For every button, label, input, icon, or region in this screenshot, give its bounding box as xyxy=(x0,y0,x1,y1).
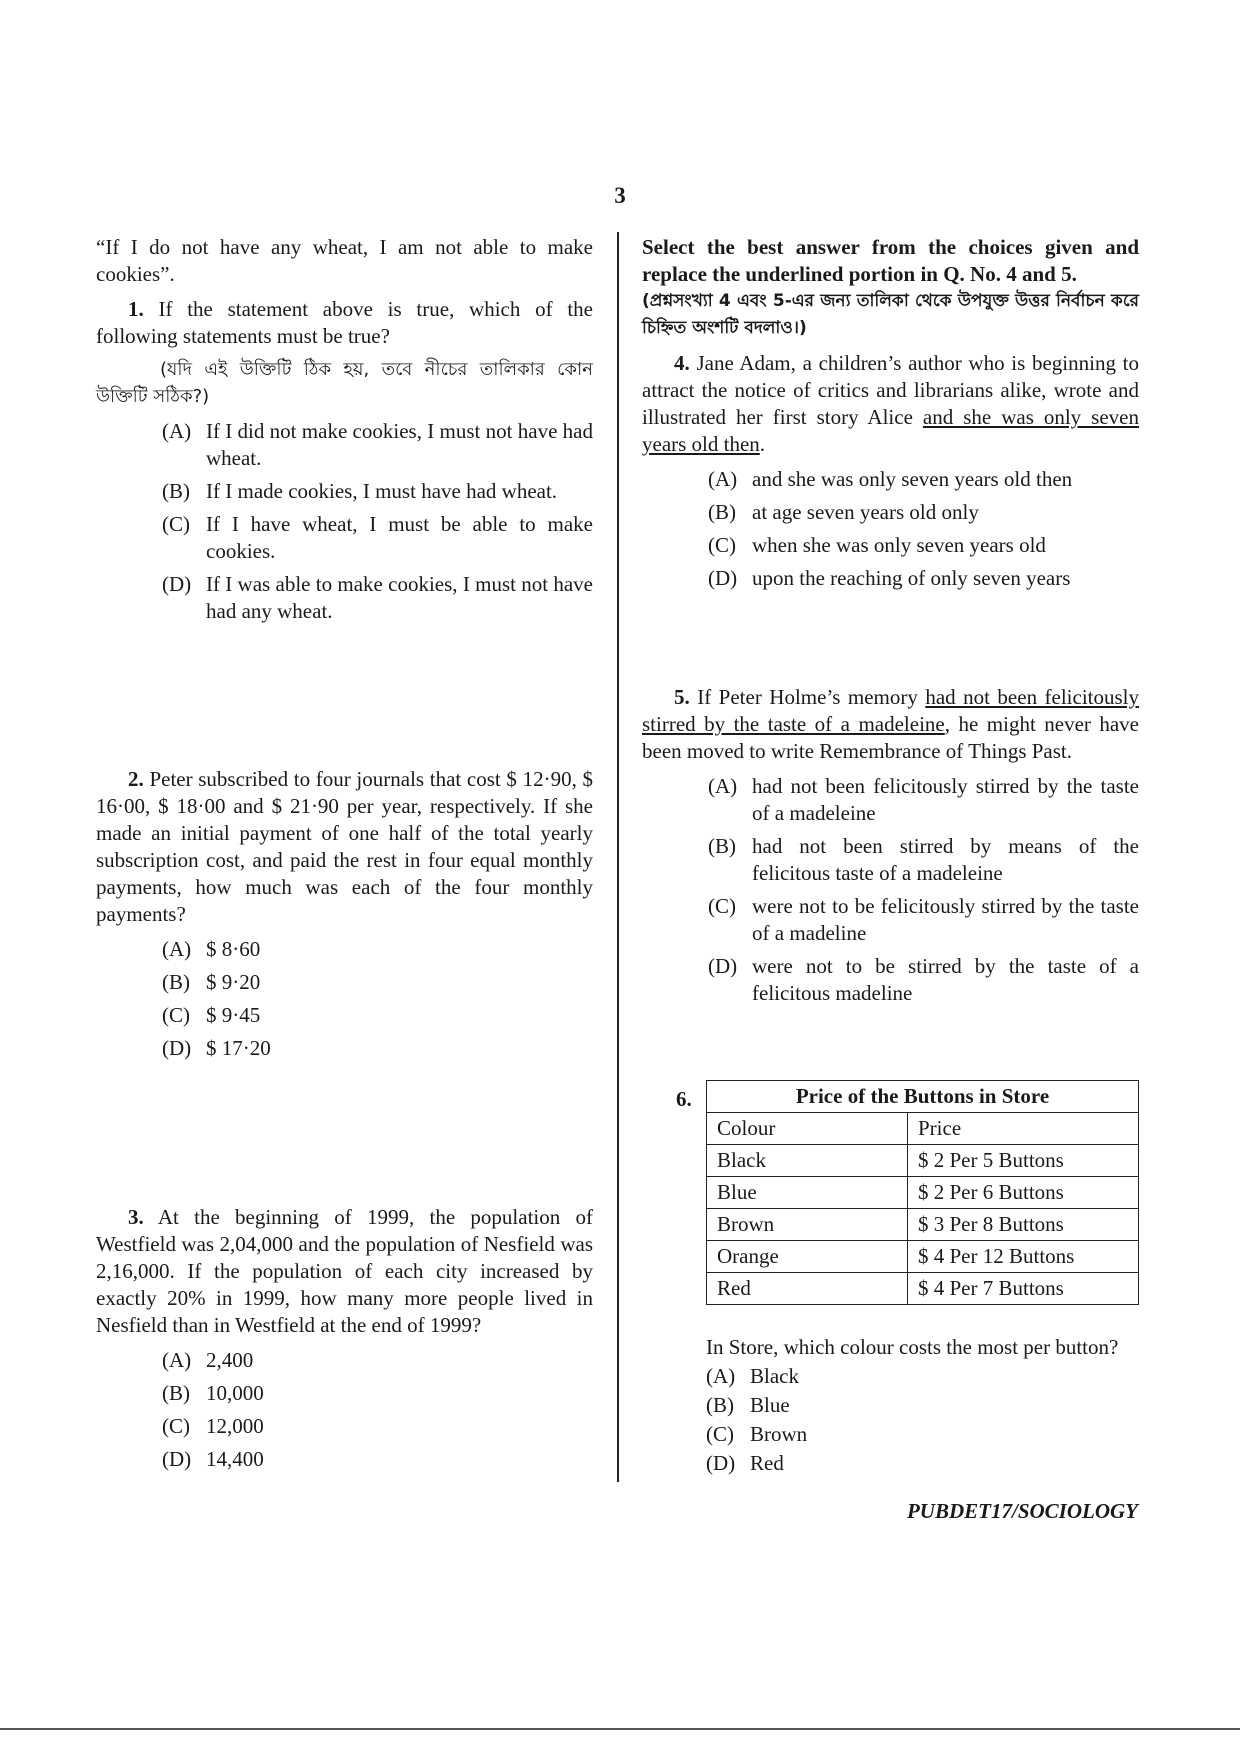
table-row xyxy=(707,1241,1139,1273)
q1-option-d[interactable]: (D) If I was able to make cookies, I must not have had any wheat. xyxy=(162,572,593,623)
table-cell: $ 2 Per 6 Buttons xyxy=(908,1177,1139,1209)
q1-stem xyxy=(96,296,593,350)
q1-option-a[interactable]: (A) If I did not make cookies, I must not have had wheat. xyxy=(162,419,593,470)
q6-question: In Store, which colour costs the most per button? xyxy=(706,1335,1119,1359)
table-title: Price of the Buttons in Store xyxy=(707,1081,1139,1113)
page-number: 3 xyxy=(614,183,626,208)
q4-stem: 4. Jane Adam, a children’s author who is beginning to attract the notice of critics and librarians alike, wrote and illustrated her first story Alice and she was only seven years old then. xyxy=(642,351,1139,456)
table-cell: Red xyxy=(707,1273,908,1305)
table-cell: $ 4 Per 7 Buttons xyxy=(908,1273,1139,1305)
table-cell: Black xyxy=(707,1145,908,1177)
column-header: Price xyxy=(908,1113,1139,1145)
q4-option-b[interactable]: (B) at age seven years old only xyxy=(708,500,979,524)
q4-option-d[interactable]: (D) upon the reaching of only seven years xyxy=(708,566,1071,590)
table-row xyxy=(707,1273,1139,1305)
q3-text: At the beginning of 1999, the population of Westfield was 2,04,000 and the population of Nesfield was 2,16,000. If the population of each city increased by exactly 20% in 1999, how many more people lived in Nesfield than in Westfield at the end of 1999? xyxy=(96,1205,593,1337)
question-3 xyxy=(96,1204,593,1479)
bottom-rule xyxy=(0,1728,1240,1730)
q5-underlined: had not been felicitously stirred by the taste of a madeleine xyxy=(642,685,1140,736)
question-2 xyxy=(96,766,593,1068)
q2-stem xyxy=(96,766,593,928)
footer-code: PUBDET17/SOCIOLOGY xyxy=(906,1499,1138,1523)
q3-number: 3. xyxy=(128,1205,144,1229)
q3-option-c[interactable]: (C) 12,000 xyxy=(162,1414,264,1438)
premise-statement: “If I do not have any wheat, I am not able to make cookies”. xyxy=(96,235,593,286)
q3-option-d[interactable]: (D) 14,400 xyxy=(162,1447,264,1471)
table-cell: $ 4 Per 12 Buttons xyxy=(908,1241,1139,1273)
q3-option-a[interactable]: (A) 2,400 xyxy=(162,1348,254,1372)
q6-option-a[interactable]: (A) Black xyxy=(706,1364,799,1388)
q5-option-d[interactable]: (D) were not to be stirred by the taste of a felicitous madeline xyxy=(708,954,1139,1005)
table-cell: Orange xyxy=(707,1241,908,1273)
table-cell: Brown xyxy=(707,1209,908,1241)
q4-underlined: and she was only seven years old then xyxy=(642,405,1139,456)
q2-option-a[interactable]: (A) $ 8·60 xyxy=(162,937,261,961)
right-column xyxy=(642,234,1140,1005)
q1-bengali: (যদি এই উক্তিটি ঠিক হয়, তবে নীচের তালিকার কোন উক্তিটি সঠিক?) xyxy=(96,359,593,407)
question-4 xyxy=(642,350,1139,592)
q3-options xyxy=(162,1347,593,1473)
table-cell: Blue xyxy=(707,1177,908,1209)
q5-options xyxy=(708,773,1139,1007)
q4-options xyxy=(708,466,1139,592)
q4-option-a[interactable]: (A) and she was only seven years old then xyxy=(708,467,1073,491)
q2-text: Peter subscribed to four journals that cost $ 12·90, $ 16·00, $ 18·00 and $ 21·90 per year, respectively. If she made an initial payment of one half of the total yearly subscription cost, and paid the rest in four equal monthly payments, how much was each of the four monthly payments? xyxy=(96,767,594,926)
table-header-row xyxy=(707,1113,1139,1145)
q6-option-c[interactable]: (C) Brown xyxy=(706,1422,808,1446)
column-divider xyxy=(617,232,619,1482)
q5-option-c[interactable]: (C) were not to be felicitously stirred by the taste of a madeline xyxy=(708,894,1139,945)
question-6 xyxy=(706,1334,1146,1479)
q5-stem: 5. If Peter Holme’s memory had not been felicitously stirred by the taste of a madeleine, he might never have been moved to write Remembrance of Things Past. xyxy=(642,685,1140,763)
table-row xyxy=(707,1177,1139,1209)
q2-number: 2. xyxy=(128,767,144,791)
q2-options xyxy=(162,936,593,1062)
q6-number: 6. xyxy=(676,1087,692,1111)
table-row xyxy=(707,1145,1139,1177)
column-header: Colour xyxy=(707,1113,908,1145)
q1-option-c[interactable]: (C) If I have wheat, I must be able to make cookies. xyxy=(162,512,593,563)
price-table xyxy=(706,1080,1139,1305)
q2-option-c[interactable]: (C) $ 9·45 xyxy=(162,1003,261,1027)
left-column xyxy=(96,234,594,1471)
q6-option-d[interactable]: (D) Red xyxy=(706,1451,784,1475)
q3-option-b[interactable]: (B) 10,000 xyxy=(162,1381,264,1405)
q1-options xyxy=(162,418,593,625)
q1-text: If the statement above is true, which of the following statements must be true? xyxy=(96,297,593,348)
q4-number: 4. xyxy=(674,351,690,375)
instruction: Select the best answer from the choices given and replace the underlined portion in Q. No. 4 and 5. xyxy=(642,235,1139,286)
question-5 xyxy=(642,684,1139,1013)
table-title-row xyxy=(707,1081,1139,1113)
q5-option-a[interactable]: (A) had not been felicitously stirred by the taste of a madeleine xyxy=(708,774,1139,825)
instruction-bengali: (প্রশ্নসংখ্যা 4 এবং 5-এর জন্য তালিকা থেকে উপযুক্ত উত্তর নির্বাচন করে চিহ্নিত অংশটি বদলাও।) xyxy=(642,291,1139,338)
q3-stem xyxy=(96,1204,593,1339)
q5-number: 5. xyxy=(674,685,690,709)
q4-option-c[interactable]: (C) when she was only seven years old xyxy=(708,533,1046,557)
table-cell: $ 3 Per 8 Buttons xyxy=(908,1209,1139,1241)
table-cell: $ 2 Per 5 Buttons xyxy=(908,1145,1139,1177)
question-1 xyxy=(96,296,593,625)
q5-option-b[interactable]: (B) had not been stirred by means of the felicitous taste of a madeleine xyxy=(708,834,1139,885)
q1-option-b[interactable]: (B) If I made cookies, I must have had wheat. xyxy=(162,479,558,503)
q2-option-d[interactable]: (D) $ 17·20 xyxy=(162,1036,271,1060)
q6-options xyxy=(706,1363,1146,1477)
q6-option-b[interactable]: (B) Blue xyxy=(706,1393,790,1417)
table-row xyxy=(707,1209,1139,1241)
q2-option-b[interactable]: (B) $ 9·20 xyxy=(162,970,261,994)
q1-number: 1. xyxy=(128,297,144,321)
